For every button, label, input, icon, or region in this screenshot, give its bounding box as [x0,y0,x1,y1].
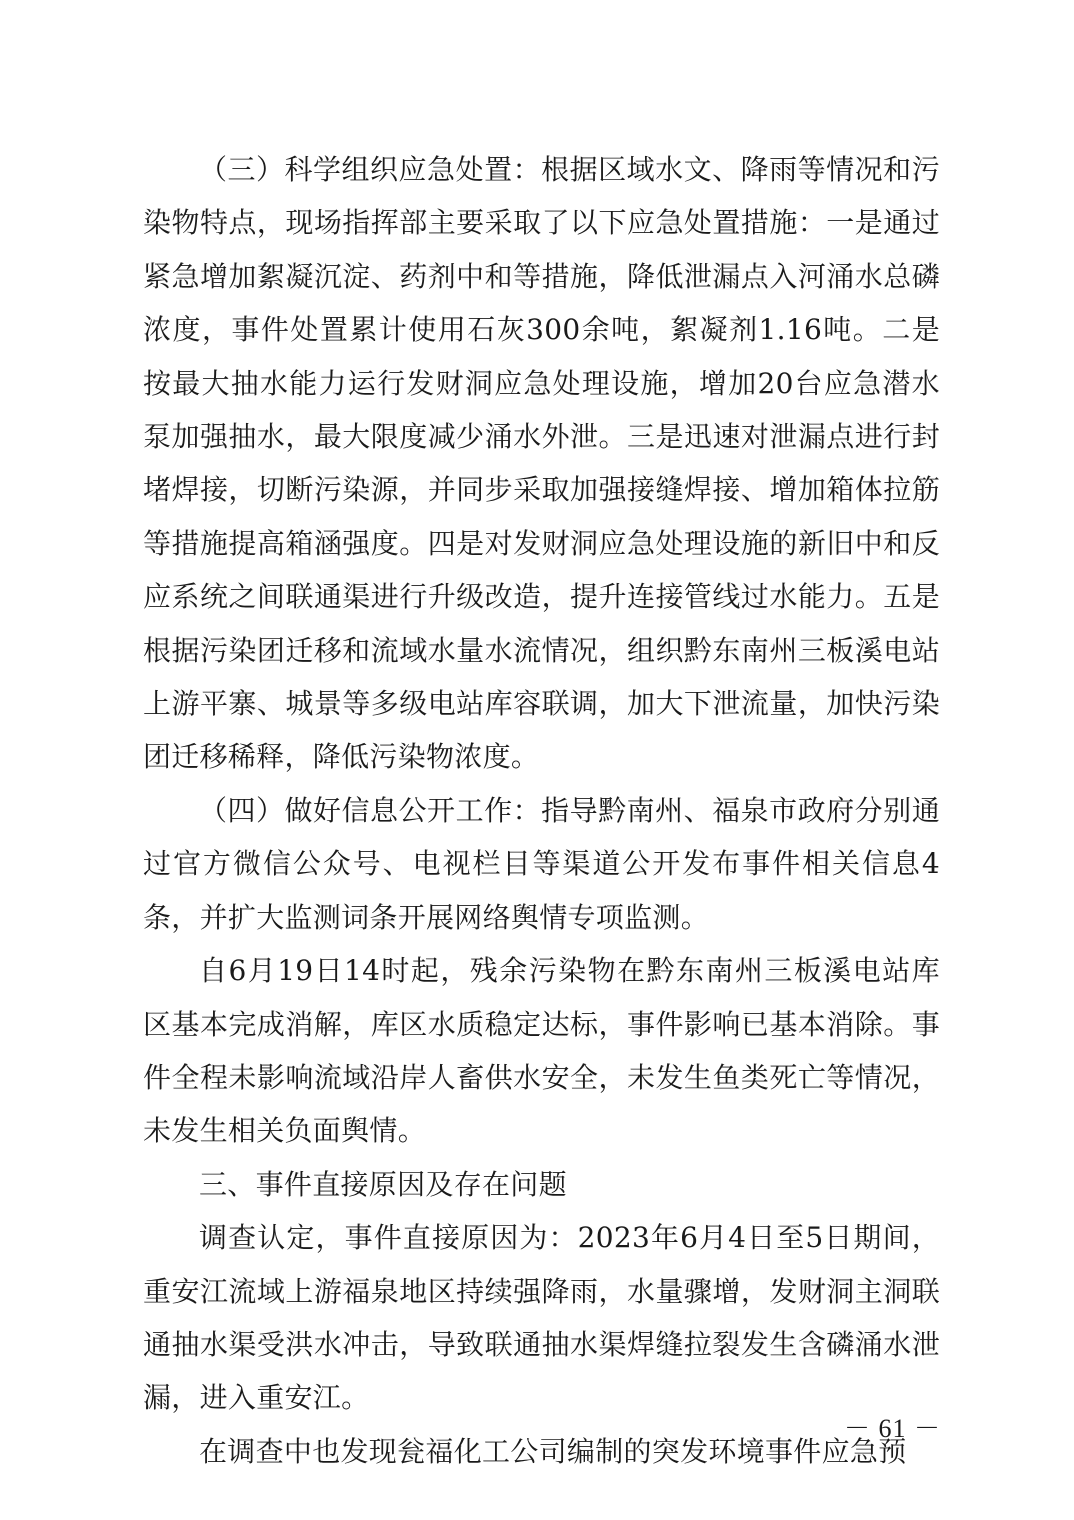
page-number: － 61 － [843,1414,941,1443]
body-text [143,143,940,1478]
paragraph-investigation-findings: 在调查中也发现瓮福化工公司编制的突发环境事件应急预 [199,1434,907,1468]
paragraph-information-disclosure: （四）做好信息公开工作：指导黔南州、福泉市政府分别通过官方微信公众号、电视栏目等渠道公开发布事件相关信息4条，并扩大监测词条开展网络舆情专项监测。 [143,793,940,934]
paragraph-event-resolution: 自6月19日14时起，残余污染物在黔东南州三板溪电站库区基本完成消解，库区水质稳定达标，事件影响已基本消除。事件全程未影响流域沿岸人畜供水安全，未发生鱼类死亡等情况，未发生相关负面舆情。 [143,954,940,1148]
section-heading: 三、事件直接原因及存在问题 [199,1167,567,1201]
paragraph-direct-cause: 调查认定，事件直接原因为：2023年6月4日至5日期间，重安江流域上游福泉地区持续强降雨，水量骤增，发财洞主洞联通抽水渠受洪水冲击，导致联通抽水渠焊缝拉裂发生含磷涌水泄漏，进入重安江。 [143,1221,940,1415]
paragraph-emergency-response: （三）科学组织应急处置：根据区域水文、降雨等情况和污染物特点，现场指挥部主要采取了以下应急处置措施：一是通过紧急增加絮凝沉淀、药剂中和等措施，降低泄漏点入河涌水总磷浓度，事件处置累计使用石灰300余吨，絮凝剂1.16吨。二是按最大抽水能力运行发财洞应急处理设施，增加20台应急潜水泵加强抽水，最大限度减少涌水外泄。三是迅速对泄漏点进行封堵焊接，切断污染源，并同步采取加强接缝焊接、增加箱体拉筋等措施提高箱涵强度。四是对发财洞应急处理设施的新旧中和反应系统之间联通渠进行升级改造，提升连接管线过水能力。五是根据污染团迁移和流域水量水流情况，组织黔东南州三板溪电站上游平寨、城景等多级电站库容联调，加大下泄流量，加快污染团迁移稀释，降低污染物浓度。 [143,153,940,774]
